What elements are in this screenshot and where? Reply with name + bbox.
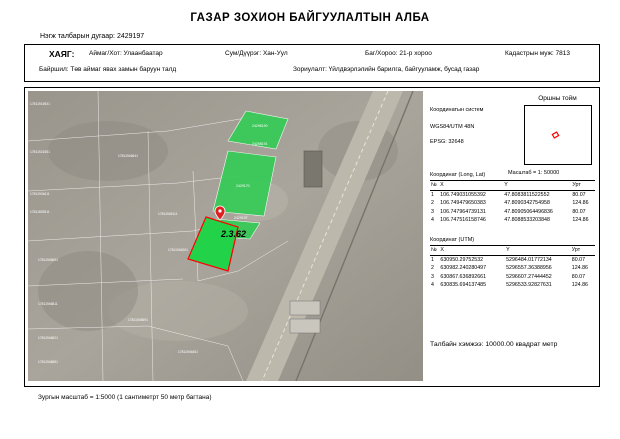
utm-heading: Координат (UTM) [430, 237, 475, 243]
table-cell: 106.747516158746 [440, 217, 486, 224]
table-cell: 2 [431, 200, 434, 207]
table-row [430, 264, 595, 273]
utm-table [430, 245, 595, 290]
table-cell: 3 [431, 208, 434, 215]
parcel-label: 2.3.62 [221, 229, 247, 239]
plot-label: 24298190 [252, 124, 268, 128]
latlon-table [430, 180, 595, 225]
terrain-patch [38, 251, 138, 331]
table-cell: 124.86 [571, 282, 588, 289]
column-header: № [430, 181, 439, 191]
parcel-id-label: 17811946641 [118, 154, 138, 158]
table-cell: 106.749031055392 [440, 191, 486, 198]
table-cell: 4 [431, 282, 434, 289]
general-scale: Зургын масштаб = 1:5000 (1 сантиметрт 50 метр багтана) [38, 394, 212, 401]
table-cell: 124.86 [572, 217, 589, 224]
address-purpose: Зориулалт: Үйлдвэрлэлийн барилга, байгууламж, бусад газар [293, 66, 480, 73]
coord-system-epsg: EPSG: 32648 [430, 139, 464, 145]
address-province: Аймаг/Хот: Улаанбаатар [89, 50, 163, 57]
table-cell: 1 [431, 191, 434, 198]
building [304, 151, 322, 187]
map-svg [28, 91, 423, 381]
table-row [430, 216, 595, 225]
table-row [430, 255, 595, 264]
address-box [24, 44, 600, 82]
page-title: ГАЗАР ЗОХИОН БАЙГУУЛАЛТЫН АЛБА [190, 12, 430, 24]
parcel-id-label: 17811946261 [168, 248, 188, 252]
table-cell: 106.749479650383 [440, 200, 486, 207]
table-cell: 124.86 [572, 200, 589, 207]
table-cell: 2 [431, 265, 434, 272]
table-cell: 47.8090342754958 [504, 200, 550, 207]
table-header-row [430, 181, 595, 191]
registration-number: Нэгж талбарын дугаар: 2429197 [40, 33, 145, 40]
parcel-id-label: 17811904611 [30, 192, 50, 196]
parcel-id-label: 17811892511 [30, 210, 50, 214]
terrain-patch [48, 121, 168, 181]
parcel-id-label: 17811946111 [158, 212, 178, 216]
table-cell: 5296607.27444452 [506, 273, 552, 280]
table-cell: 630950.29752532 [440, 256, 484, 263]
plot-label: 2429170 [236, 184, 250, 188]
column-header: X [439, 246, 505, 256]
plot-label: 24298191 [252, 142, 268, 146]
table-cell: 47.8088533203848 [504, 217, 550, 224]
table-cell: 3 [431, 273, 434, 280]
table-cell: 630835.694137485 [440, 282, 487, 289]
address-location: Байршил: Төв аймаг явах замын баруун талд [39, 66, 177, 73]
address-heading: ХАЯГ: [49, 49, 75, 59]
table-row [430, 190, 595, 199]
table-cell: 4 [431, 217, 434, 224]
satellite-map[interactable] [28, 91, 423, 381]
table-cell: 47.80905064496836 [504, 208, 553, 215]
coord-system-name: WGS84/UTM 48N [430, 124, 475, 130]
address-district: Сум/Дүүрэг: Хан-Уул [225, 50, 288, 57]
column-header: X [439, 181, 503, 191]
address-khoroo: Баг/Хороо: 21-р хороо [365, 50, 432, 57]
table-row [430, 199, 595, 208]
scale-label: Масштаб = 1: 50000 [508, 170, 560, 176]
table-cell: 47.8083811522552 [504, 191, 550, 198]
plot-label: 2429197 [234, 216, 248, 220]
parcel-id-label: 17811946691 [38, 258, 58, 262]
parcel-id-label: 17811916931 [30, 102, 50, 106]
column-header: № [430, 246, 439, 256]
area-label: Талбайн хэмжээ: 10000.00 квадрат метр [430, 341, 558, 348]
table-cell: 1 [431, 256, 434, 263]
orientation-marker [552, 132, 558, 138]
table-cell: 80.07 [572, 208, 586, 215]
building [290, 301, 320, 315]
building [290, 319, 320, 333]
table-cell: 630982.240280497 [440, 265, 487, 272]
column-header: Урт [571, 181, 595, 191]
orientation-map [524, 105, 592, 165]
parcel-id-label: 17811946811 [38, 302, 58, 306]
parcel-id-label: 17811946821 [38, 336, 58, 340]
table-cell: 5296557.36388956 [506, 265, 552, 272]
table-cell: 80.07 [571, 273, 586, 280]
table-cell: 80.07 [571, 256, 586, 263]
parcel-id-label: 17811946851 [38, 360, 58, 364]
table-cell: 124.86 [571, 265, 588, 272]
parcel-id-label: 17811921851 [30, 150, 50, 154]
coord-system-heading: Координатын систем [430, 107, 484, 113]
table-cell: 5296484.01772134 [506, 256, 552, 263]
latlon-heading: Координат (Long, Lat) [430, 172, 486, 178]
table-cell: 5296533.92827631 [506, 282, 552, 289]
table-cell: 630867.636892661 [440, 273, 487, 280]
orientation-svg [525, 106, 591, 164]
table-row [430, 281, 595, 290]
table-row [430, 208, 595, 217]
column-header: Y [503, 181, 571, 191]
orientation-title: Оршны тойм [538, 95, 577, 102]
parcel-id-label: 17811946461 [178, 350, 198, 354]
table-cell: 80.07 [572, 191, 586, 198]
column-header: Урт [571, 246, 595, 256]
table-row [430, 273, 595, 282]
column-header: Y [505, 246, 571, 256]
address-cadastral: Кадастрын муж: 7813 [505, 50, 571, 57]
parcel-id-label: 17811946591 [128, 318, 148, 322]
table-cell: 106.747964739131 [440, 208, 486, 215]
table-header-row [430, 246, 595, 256]
